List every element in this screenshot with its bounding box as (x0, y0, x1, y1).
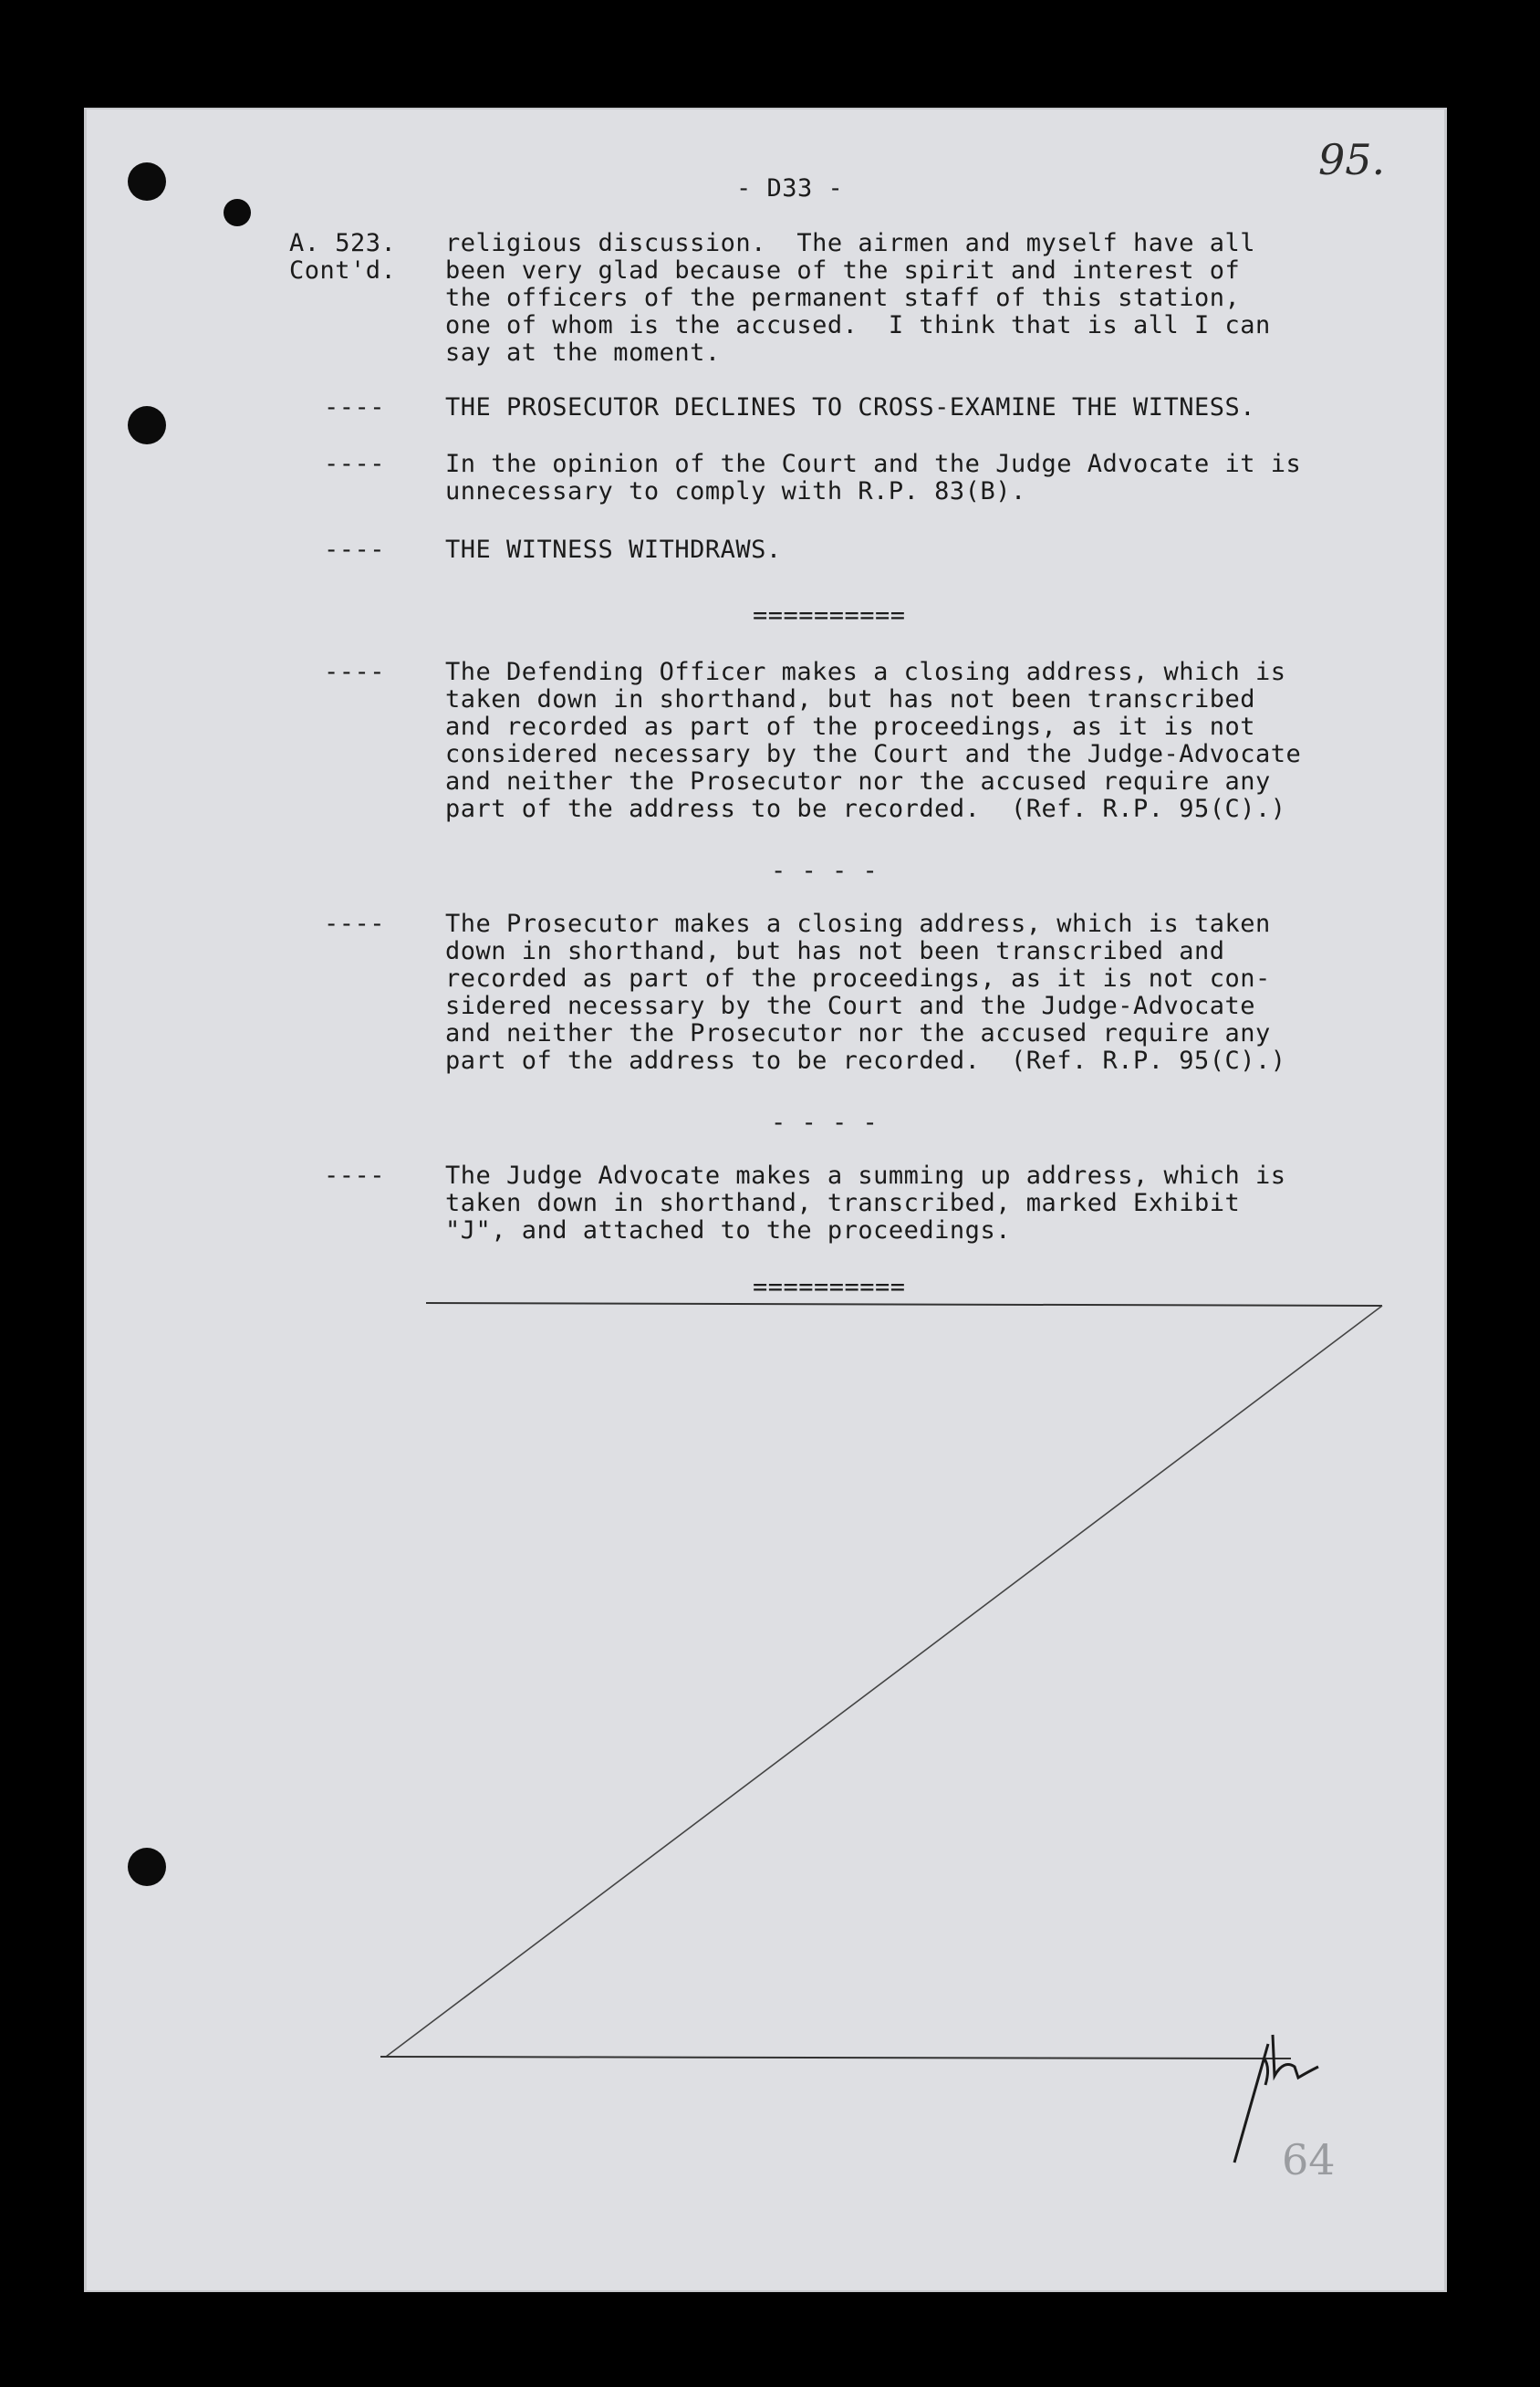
answer-line: one of whom is the accused. I think that is all I can (445, 311, 1271, 339)
entry-marker: ---- (324, 450, 386, 478)
answer-line: the officers of the permanent staff of this station, (445, 284, 1241, 312)
question-continued: Cont'd. (289, 256, 397, 285)
dash-separator: - - - - (771, 1109, 879, 1137)
entry-line: and neither the Prosecutor nor the accused require any (445, 767, 1271, 796)
entry-line: recorded as part of the proceedings, as it is not con- (445, 964, 1271, 993)
entry-line: taken down in shorthand, but has not been transcribed (445, 685, 1256, 714)
archive-stamp-number: 64 (1282, 2135, 1336, 2184)
entry-line: In the opinion of the Court and the Judge Advocate it is (445, 450, 1302, 478)
entry-line: "J", and attached to the proceedings. (445, 1216, 1011, 1245)
entry-marker: ---- (324, 658, 386, 686)
entry-line: considered necessary by the Court and the Judge-Advocate (445, 740, 1302, 768)
question-number: A. 523. (289, 229, 397, 257)
entry-line: The Prosecutor makes a closing address, which is taken (445, 910, 1271, 938)
entry-line: taken down in shorthand, transcribed, marked Exhibit (445, 1189, 1241, 1217)
entry-line: THE WITNESS WITHDRAWS. (445, 536, 782, 564)
entry-line: The Defending Officer makes a closing address, which is (445, 658, 1286, 686)
entry-line: and neither the Prosecutor nor the accused require any (445, 1019, 1271, 1048)
entry-line: sidered necessary by the Court and the Judge-Advocate (445, 992, 1256, 1020)
entry-marker: ---- (324, 1162, 386, 1190)
answer-line: been very glad because of the spirit and interest of (445, 256, 1241, 285)
entry-line: down in shorthand, but has not been transcribed and (445, 937, 1225, 965)
handwritten-page-number: 95. (1318, 135, 1386, 184)
entry-line: part of the address to be recorded. (Ref. R.P. 95(C).) (445, 795, 1286, 823)
entry-line: unnecessary to comply with R.P. 83(B). (445, 477, 1026, 506)
cancellation-lines (87, 109, 1444, 2290)
dash-separator: - - - - (771, 857, 879, 885)
entry-line: THE PROSECUTOR DECLINES TO CROSS-EXAMINE THE WITNESS. (445, 393, 1256, 422)
entry-marker: ---- (324, 910, 386, 938)
entry-marker: ---- (324, 536, 386, 564)
page-header: - D33 - (736, 174, 844, 203)
entry-line: and recorded as part of the proceedings, as it is not (445, 713, 1256, 741)
answer-line: religious discussion. The airmen and myself have all (445, 229, 1256, 257)
entry-line: The Judge Advocate makes a summing up address, which is (445, 1162, 1286, 1190)
entry-line: part of the address to be recorded. (Ref. R.P. 95(C).) (445, 1047, 1286, 1075)
double-rule-separator: ========== (753, 1273, 906, 1301)
document-page (87, 109, 1444, 2290)
double-rule-separator: ========== (753, 601, 906, 630)
entry-marker: ---- (324, 393, 386, 422)
answer-line: say at the moment. (445, 339, 721, 367)
